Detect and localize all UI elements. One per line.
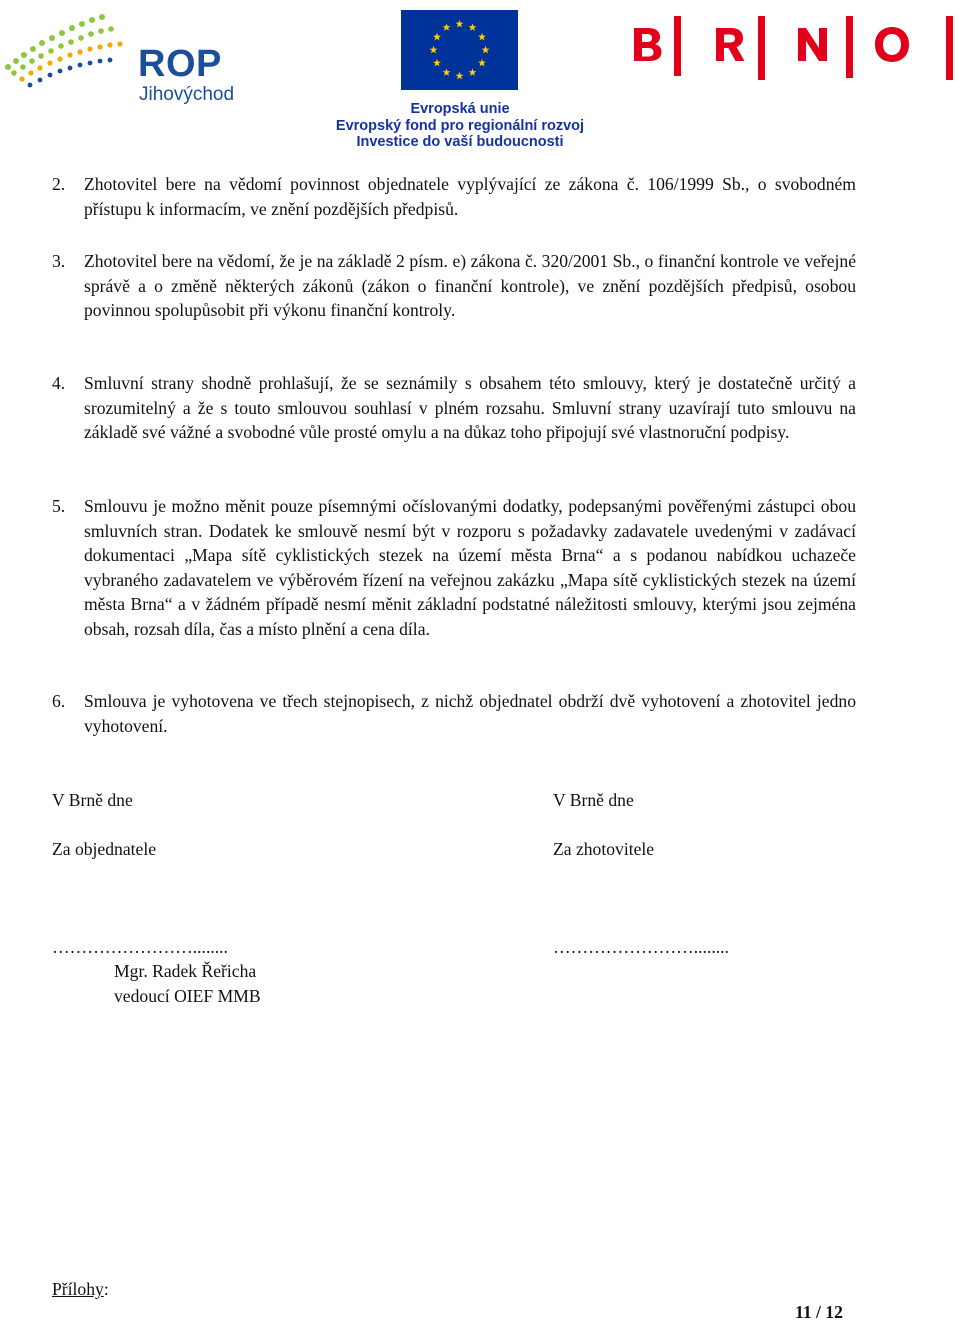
left-sign-party: Za objednatele [52, 839, 157, 859]
clause-text: Smlouvu je možno měnit pouze písemnými očíslovanými dodatky, podepsanými pověřenými zástupci obou smluvních stran. Dodatek ke smlouvě nesmí být v rozporu s požadavky zadavatele uvedenými v zadávací dokumentaci „Mapa sítě cyklistických stezek na území města Brna“ a s podanou nabídkou uchazeče vybraného zadavatelem ve výběrovém řízení na veřejnou zakázku „Mapa sítě cyklistických stezek na území města Brna“ a v žádném případě nesmí měnit základní podstatné náležitosti smlouvy, kterými jsou zejména obsah, rozsah díla, čas a místo plnění a cena díla. [84, 496, 856, 639]
eu-funding-text [300, 101, 620, 151]
left-signature-line: ……………………........ [52, 937, 228, 957]
clause-number: 6. [52, 691, 66, 711]
clause-2 [52, 172, 856, 221]
clause-number: 2. [52, 174, 66, 194]
clause-number: 4. [52, 373, 66, 393]
signatory-name: Mgr. Radek Řeřicha [114, 961, 257, 981]
clause-text: Smluvní strany shodně prohlašují, že se seznámily s obsahem této smlouvy, který je dostatečně určitý a srozumitelný a že s touto smlouvou souhlasí v plném rozsahu. Smluvní strany uzavírají tuto smlouvu na základě své vážné a svobodné vůle prosté omylu a na důkaz toho připojují své vlastnoruční podpisy. [84, 373, 856, 442]
eu-line-1: Evropská unie [410, 101, 510, 117]
eu-line-3: Investice do vaší budoucnosti [356, 134, 564, 150]
clause-text: Smlouva je vyhotovena ve třech stejnopisech, z nichž objednatel obdrží dvě vyhotovení a zhotovitel jedno vyhotovení. [84, 691, 856, 736]
right-sign-place: V Brně dne [553, 790, 634, 810]
clause-5 [52, 494, 856, 641]
right-signature-line: ……………………........ [553, 937, 729, 957]
attachments-colon: : [103, 1279, 109, 1299]
rop-jihovychod-logo [0, 5, 245, 105]
rop-logo-subtitle: Jihovýchod [139, 84, 235, 105]
eu-line-2: Evropský fond pro regionální rozvoj [335, 117, 585, 134]
page-number: 11 / 12 [795, 1302, 843, 1322]
clause-4 [52, 371, 856, 445]
attachments-heading [52, 1277, 109, 1302]
page-header [0, 0, 960, 160]
brno-logo [630, 8, 960, 80]
clause-3 [52, 249, 856, 323]
signatory-role: vedoucí OIEF MMB [114, 986, 261, 1006]
left-sign-place: V Brně dne [52, 790, 133, 810]
right-sign-party: Za zhotovitele [553, 839, 655, 859]
clause-6 [52, 689, 856, 738]
clause-number: 3. [52, 251, 66, 271]
attachments-label: Přílohy [52, 1279, 104, 1299]
eu-flag-icon [401, 10, 518, 90]
rop-logo-title: ROP [138, 43, 222, 85]
rop-swoosh-icon [0, 5, 140, 105]
clause-text: Zhotovitel bere na vědomí, že je na základě 2 písm. e) zákona č. 320/2001 Sb., o finanční kontrole ve veřejné správě a o změně některých zákonů (zákon o finanční kontrole), ve znění pozdějších předpisů, osobou povinnou spolupůsobit při výkonu finanční kontroly. [84, 251, 856, 320]
clause-number: 5. [52, 496, 66, 516]
clause-text: Zhotovitel bere na vědomí povinnost objednatele vyplývající ze zákona č. 106/1999 Sb., o svobodném přístupu k informacím, ve znění pozdějších předpisů. [84, 174, 856, 219]
